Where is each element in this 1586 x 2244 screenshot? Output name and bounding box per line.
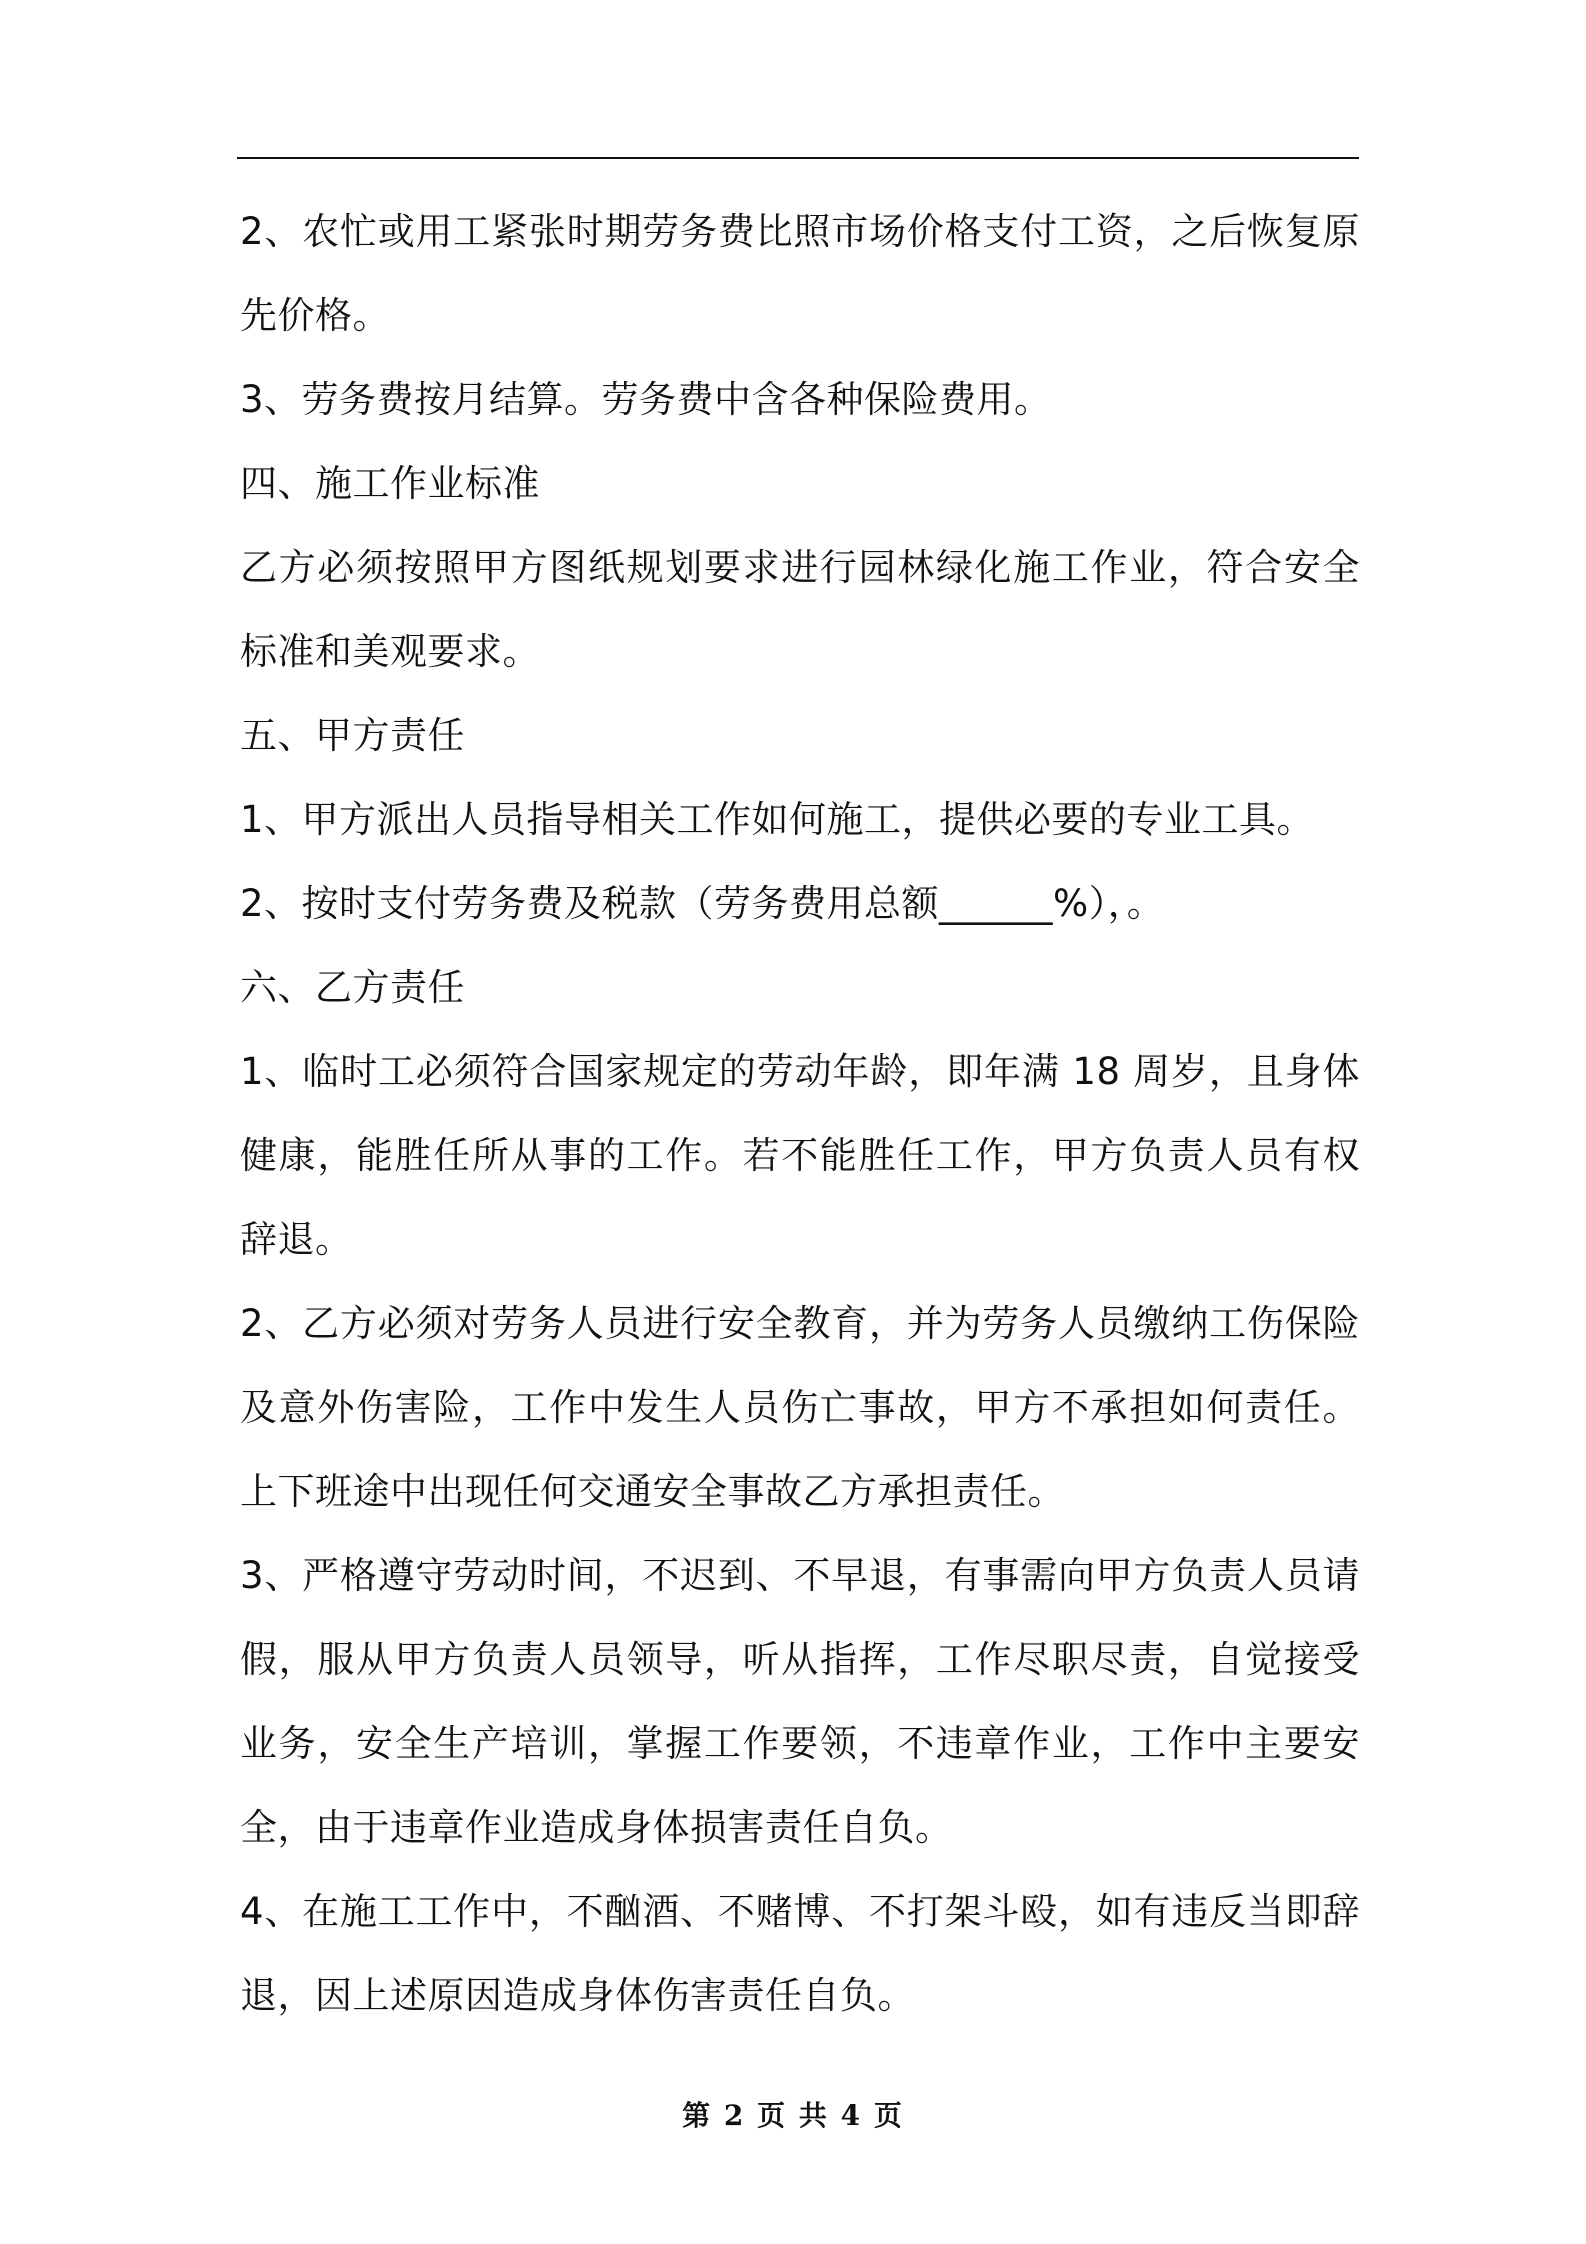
paragraph: 2、农忙或用工紧张时期劳务费比照市场价格支付工资，之后恢复原先价格。 — [240, 210, 1360, 337]
paragraph: 3、严格遵守劳动时间，不迟到、不早退，有事需向甲方负责人员请假，服从甲方负责人员领导，听从指挥，工作尽职尽责，自觉接受业务，安全生产培训，掌握工作要领，不违章作业，工作中主要安全，由于违章作业造成身体损害责任自负。 — [240, 1554, 1360, 1849]
section-heading: 六、乙方责任 — [240, 966, 465, 1009]
paragraph: 1、临时工必须符合国家规定的劳动年龄，即年满 18 周岁，且身体健康，能胜任所从事的工作。若不能胜任工作，甲方负责人员有权辞退。 — [240, 1050, 1360, 1261]
document-body — [240, 190, 1360, 2038]
paragraph: 1、甲方派出人员指导相关工作如何施工，提供必要的专业工具。 — [240, 798, 1315, 841]
paragraph: 乙方必须按照甲方图纸规划要求进行园林绿化施工作业，符合安全标准和美观要求。 — [240, 546, 1360, 673]
paragraph: 4、在施工工作中，不酗酒、不赌博、不打架斗殴，如有违反当即辞退，因上述原因造成身体伤害责任自负。 — [240, 1890, 1360, 2017]
page-number: 第 2 页 共 4 页 — [682, 2099, 904, 2132]
paragraph: 2、乙方必须对劳务人员进行安全教育，并为劳务人员缴纳工伤保险及意外伤害险，工作中发生人员伤亡事故，甲方不承担如何责任。上下班途中出现任何交通安全事故乙方承担责任。 — [240, 1302, 1360, 1513]
section-heading: 五、甲方责任 — [240, 714, 465, 757]
header-rule — [237, 157, 1359, 159]
section-heading: 四、施工作业标准 — [240, 462, 540, 505]
paragraph: 3、劳务费按月结算。劳务费中含各种保险费用。 — [240, 378, 1052, 421]
paragraph: 2、按时支付劳务费及税款（劳务费用总额______%），。 — [240, 882, 1165, 925]
